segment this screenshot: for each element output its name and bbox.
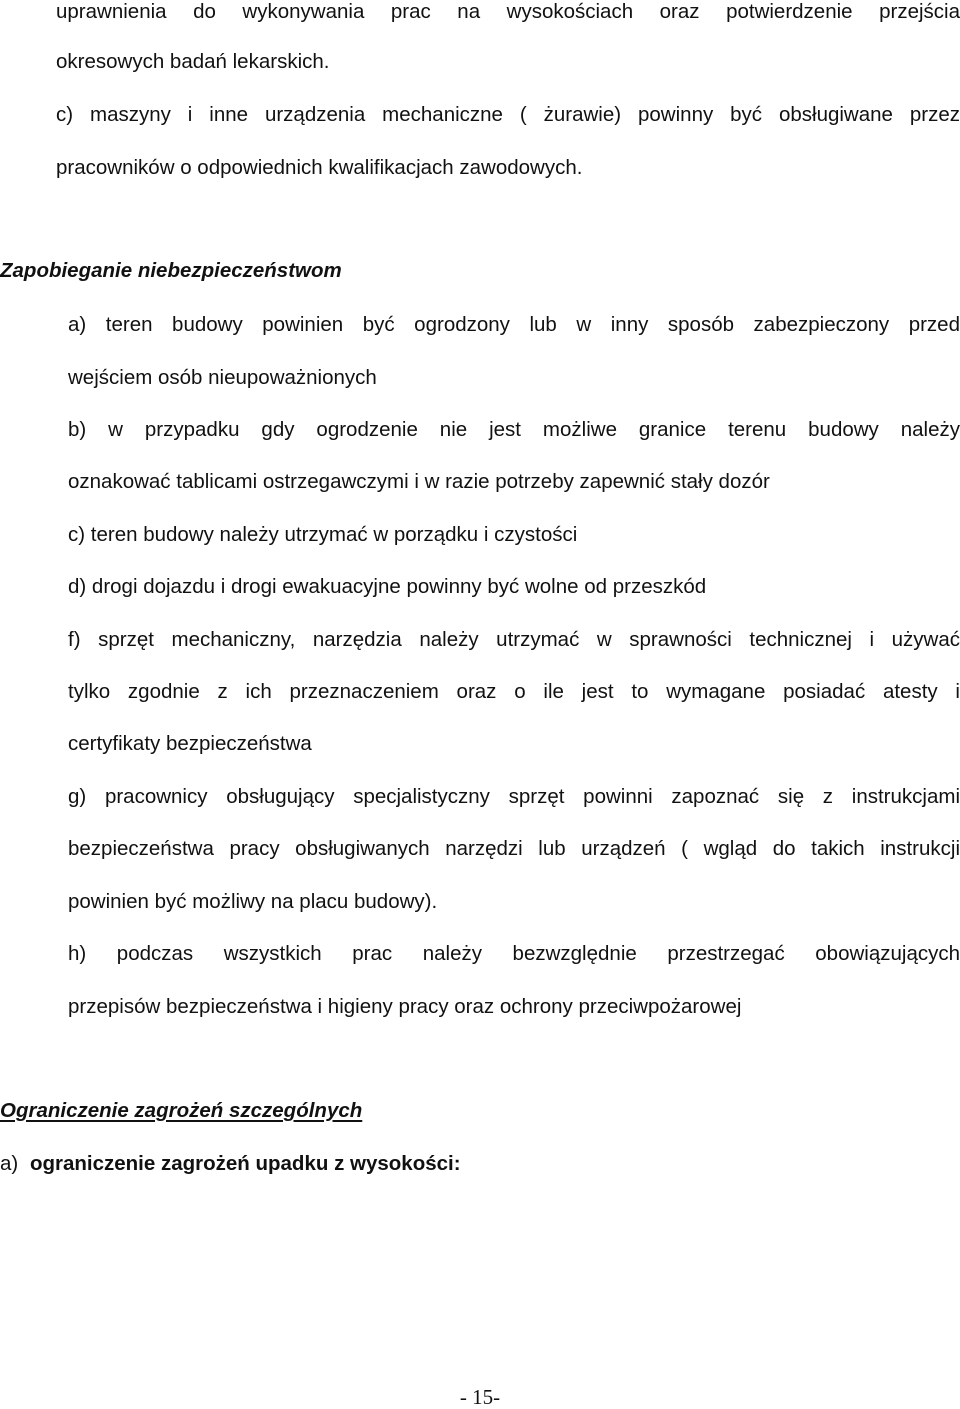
list-item-line: c) teren budowy należy utrzymać w porządku i czystości — [68, 523, 578, 546]
subsection-item — [0, 1152, 461, 1176]
intro-line: c) maszyny i inne urządzenia mechaniczne ( żurawie) powinny być obsługiwane przez — [56, 103, 960, 126]
item-marker: a) — [0, 1152, 19, 1175]
list-item-line: oznakować tablicami ostrzegawczymi i w razie potrzeby zapewnić stały dozór — [68, 470, 770, 493]
list-item-line: wejściem osób nieupoważnionych — [68, 366, 377, 389]
list-item-line: h) podczas wszystkich prac należy bezwzględnie przestrzegać obowiązujących — [68, 942, 960, 965]
item-label: ograniczenie zagrożeń upadku z wysokości: — [29, 1152, 461, 1175]
list-item-line: d) drogi dojazdu i drogi ewakuacyjne powinny być wolne od przeszkód — [68, 575, 707, 598]
list-item-line: g) pracownicy obsługujący specjalistyczny sprzęt powinni zapoznać się z instrukcjami — [68, 785, 960, 808]
list-item-line: f) sprzęt mechaniczny, narzędzia należy utrzymać w sprawności technicznej i używać — [68, 628, 960, 651]
page-number: - 15- — [459, 1385, 501, 1409]
section-heading: Ograniczenie zagrożeń szczególnych — [0, 1099, 363, 1122]
intro-line: pracowników o odpowiednich kwalifikacjach zawodowych. — [56, 156, 583, 179]
list-item-line: tylko zgodnie z ich przeznaczeniem oraz o ile jest to wymagane posiadać atesty i — [68, 680, 960, 703]
list-item-line: b) w przypadku gdy ogrodzenie nie jest możliwe granice terenu budowy należy — [68, 418, 960, 441]
intro-line: okresowych badań lekarskich. — [56, 50, 330, 73]
list-item-line: przepisów bezpieczeństwa i higieny pracy oraz ochrony przeciwpożarowej — [68, 995, 742, 1018]
list-item-line: certyfikaty bezpieczeństwa — [68, 732, 312, 755]
list-item-line: a) teren budowy powinien być ogrodzony lub w inny sposób zabezpieczony przed — [68, 313, 960, 336]
list-item-line: powinien być możliwy na placu budowy). — [68, 890, 438, 913]
section-heading: Zapobieganie niebezpieczeństwom — [0, 259, 342, 282]
intro-line: uprawnienia do wykonywania prac na wysokościach oraz potwierdzenie przejścia — [56, 0, 960, 23]
list-item-line: bezpieczeństwa pracy obsługiwanych narzędzi lub urządzeń ( wgląd do takich instrukcji — [68, 837, 960, 860]
